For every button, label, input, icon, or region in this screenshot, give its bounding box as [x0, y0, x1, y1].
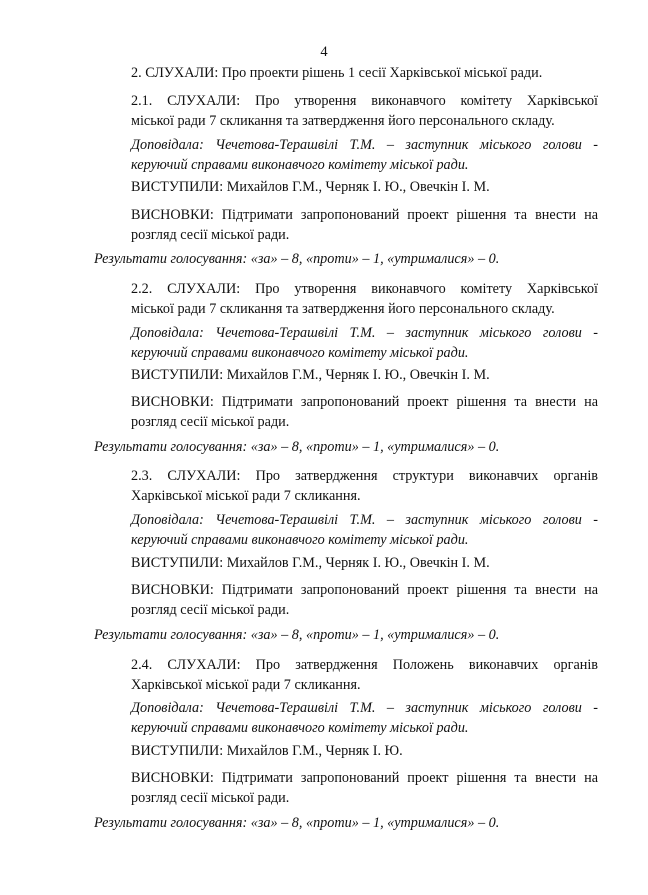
- conclusion-line: розгляд сесії міської ради.: [131, 227, 290, 243]
- conclusion-line: ВИСНОВКИ: Підтримати запропонований проект рішення та внести на: [131, 770, 598, 786]
- conclusion-line: розгляд сесії міської ради.: [131, 790, 290, 806]
- conclusion-2-2: [94, 392, 598, 432]
- heard-line: 2.3. СЛУХАЛИ: Про затвердження структури виконавчих органів: [131, 468, 598, 484]
- heard-item-2-2: [94, 279, 598, 319]
- speaker-line: керуючий справами виконавчого комітету міської ради.: [131, 345, 469, 361]
- heard-line: 2.4. СЛУХАЛИ: Про затвердження Положень виконавчих органів: [131, 657, 598, 673]
- vote-result-2-3: Результати голосування: «за» – 8, «проти» – 1, «утрималися» – 0.: [94, 627, 500, 643]
- conclusion-2-1: [94, 205, 598, 245]
- heard-item-2-4: [94, 655, 598, 695]
- heard-line: Харківської міської ради 7 скликання.: [131, 488, 361, 504]
- speaker-2-1: [94, 135, 598, 175]
- vote-result-2-1: Результати голосування: «за» – 8, «проти» – 1, «утрималися» – 0.: [94, 251, 500, 267]
- heard-line: міської ради 7 скликання та затвердження його персонального складу.: [131, 301, 555, 317]
- conclusion-line: розгляд сесії міської ради.: [131, 414, 290, 430]
- heard-line: Харківської міської ради 7 скликання.: [131, 677, 361, 693]
- spoke-2-4: ВИСТУПИЛИ: Михайлов Г.М., Черняк І. Ю.: [131, 743, 403, 759]
- conclusion-line: ВИСНОВКИ: Підтримати запропонований проект рішення та внести на: [131, 394, 598, 410]
- speaker-2-2: [94, 323, 598, 363]
- page-number: 4: [320, 44, 328, 60]
- heard-item-2-3: [94, 466, 598, 506]
- section-heading: 2. СЛУХАЛИ: Про проекти рішень 1 сесії Харківської міської ради.: [131, 65, 543, 81]
- conclusion-2-3: [94, 580, 598, 620]
- speaker-2-3: [94, 510, 598, 550]
- spoke-2-2: ВИСТУПИЛИ: Михайлов Г.М., Черняк І. Ю., Овечкін І. М.: [131, 367, 490, 383]
- heard-item-2-1: [94, 91, 598, 131]
- speaker-line: Доповідала: Чечетова-Терашвілі Т.М. – заступник міського голови -: [131, 700, 598, 716]
- speaker-line: Доповідала: Чечетова-Терашвілі Т.М. – заступник міського голови -: [131, 512, 598, 528]
- speaker-line: керуючий справами виконавчого комітету міської ради.: [131, 532, 469, 548]
- heard-line: міської ради 7 скликання та затвердження його персонального складу.: [131, 113, 555, 129]
- conclusion-line: ВИСНОВКИ: Підтримати запропонований проект рішення та внести на: [131, 582, 598, 598]
- speaker-line: Доповідала: Чечетова-Терашвілі Т.М. – заступник міського голови -: [131, 325, 598, 341]
- speaker-2-4: [94, 698, 598, 738]
- heard-line: 2.1. СЛУХАЛИ: Про утворення виконавчого комітету Харківської: [131, 93, 598, 109]
- conclusion-line: ВИСНОВКИ: Підтримати запропонований проект рішення та внести на: [131, 207, 598, 223]
- vote-result-2-4: Результати голосування: «за» – 8, «проти» – 1, «утрималися» – 0.: [94, 815, 500, 831]
- speaker-line: керуючий справами виконавчого комітету міської ради.: [131, 720, 469, 736]
- heard-line: 2.2. СЛУХАЛИ: Про утворення виконавчого комітету Харківської: [131, 281, 598, 297]
- spoke-2-3: ВИСТУПИЛИ: Михайлов Г.М., Черняк І. Ю., Овечкін І. М.: [131, 555, 490, 571]
- speaker-line: Доповідала: Чечетова-Терашвілі Т.М. – заступник міського голови -: [131, 137, 598, 153]
- speaker-line: керуючий справами виконавчого комітету міської ради.: [131, 157, 469, 173]
- spoke-2-1: ВИСТУПИЛИ: Михайлов Г.М., Черняк І. Ю., Овечкін І. М.: [131, 179, 490, 195]
- vote-result-2-2: Результати голосування: «за» – 8, «проти» – 1, «утрималися» – 0.: [94, 439, 500, 455]
- conclusion-line: розгляд сесії міської ради.: [131, 602, 290, 618]
- conclusion-2-4: [94, 768, 598, 808]
